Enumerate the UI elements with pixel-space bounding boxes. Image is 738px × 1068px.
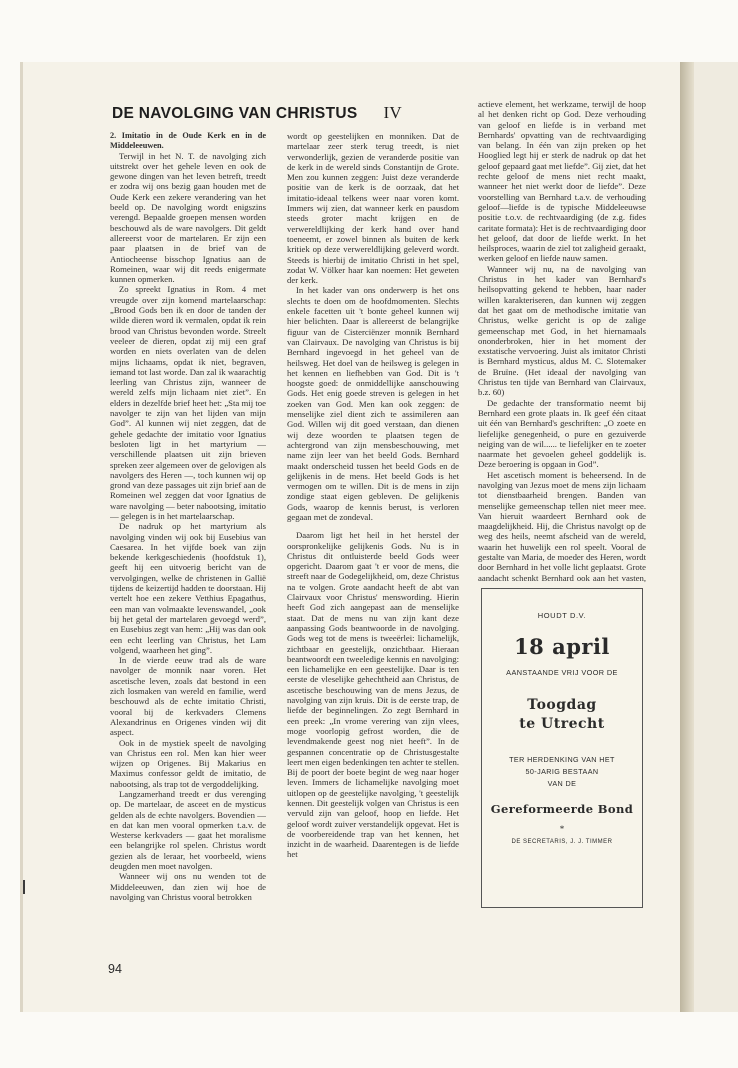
ad-line-free: AANSTAANDE VRIJ VOOR DE — [506, 668, 618, 677]
announcement-box — [481, 588, 643, 908]
ad-event: Toogdag — [527, 697, 597, 713]
ad-secretary: DE SECRETARIS, J. J. TIMMER — [511, 839, 613, 845]
column-left — [110, 131, 266, 926]
ad-date: 18 april — [514, 634, 610, 659]
paragraph: De gedachte der transformatio neemt bij Bernhard een grote plaats in. Ik geef één citaat uit één van Bernhard's geschriften: „O zoete en liefelijke genegenheid, o pure en gezuiverde neiging van de wil...... te liefelijker en te zoeter naarmate het gevoelen geheel goddelijk is. Deze beroering is opgaan in God”. — [478, 397, 646, 470]
paragraph: Langzamerhand treedt er dus verenging op. De martelaar, de asceet en de mysticus gelden als de echte navolgers. Bovendien — en dat kan men vooral opmerken t.a.v. de Westerse kerkvaders — gaat het moralisme een belangrijke rol spelen. Christus wordt gezien als de leraar, het voorbeeld, wiens deugden men moet navolgen. — [110, 789, 266, 872]
adjacent-page-edge — [694, 62, 738, 1012]
paragraph: Zo spreekt Ignatius in Rom. 4 met vreugde over zijn komend martelaarschap: „Brood Gods ben ik en door de tanden der wilde dieren word ik vermalen, opdat ik rein brood van Christus bevonden worde. Streelt veeleer de dieren, opdat zij mij een graf worden en niets overlaten van de delen mijns lichaams, opdat ik niet, begraven, iemand tot last worde. Dan zal ik waarachtig leerling van Christus zijn, wanneer de wereld zelfs mijn lichaam niet ziet”. En elders in dezelfde brief heet het: „Sta mij toe navolger te zijn van het lijden van mijn God”. Al kunnen wij niet zeggen, dat de gehele gedachte der imitatio voor Ignatius besloten ligt in het martyrium — verschillende plaatsen uit zijn brieven spreken zeer algemeen over de gelovigen als navolgers des Heren —, toch kunnen wij op grond van deze passages uit zijn brief aan de Romeinen wel zeggen dat voor Ignatius de ware navolging — beter nabootsing, imitatio — gelegen is in het martelaarschap. — [110, 284, 266, 521]
paragraph: In de vierde eeuw trad als de ware navolger de monnik naar voren. Het ascetische leven, zoals dat bestond in een zich losmaken van wereld en familie, werd beschouwd als de echte imitatio Christi, vooral bij de kerkvaders Clemens Alexandrinus en Origenes vinden wij dit aspect. — [110, 655, 266, 738]
paragraph: Ook in de mystiek speelt de navolging van Christus een rol. Men kan hier weer wijzen op Origenes. Bij Makarius en Maximus confessor geldt de imitatio, de nabootsing, als trap tot de vergoddelijking. — [110, 737, 266, 789]
ad-commemoration — [482, 754, 642, 790]
section-heading: 2. Imitatio in de Oude Kerk en in de Middeleeuwen. — [110, 131, 266, 150]
ad-location: te Utrecht — [519, 716, 605, 732]
paragraph: De nadruk op het martyrium als navolging vinden wij ook bij Eusebius van Caesarea. In het vijfde boek van zijn bekende kerkgeschiedenis (hoofdstuk 1), geeft hij een uitvoerig bericht van de vervolgingen, welke de christenen in Gallië tijdens de keizertijd hadden te doorstaan. Hij vertelt hoe een zekere Vetthius Epagathus, een man van volmaakte levenswandel, „ook bij het getal der martelaren gevoegd werd”, en Eusebius zegt van hem: „Hij was dan ook een echt leerling van Christus, het Lam volgend, waarheen het ging”. — [110, 521, 266, 655]
title-part-number: IV — [383, 103, 403, 122]
ad-commemoration-line: VAN DE — [547, 779, 577, 788]
ad-line-houdt: HOUDT D.V. — [537, 611, 587, 620]
paragraph: Terwijl in het N. T. de navolging zich uitstrekt over het gehele leven en ook de gewone dingen van het leven betreft, treedt er zodra wij ons bezig gaan houden met de Oude Kerk een zekere verandering van het beeld op. De navolging wordt enigszins verengd. Bepaalde groepen mensen worden beschouwd als de ware navolgers. Dit geldt allereerst voor de martelaren. Er zijn een paar plaatsen in de brief van de Antiocheense bisschop Ignatius aan de Romeinen, waar wij dit reeds enigermate kunnen opmerken. — [110, 150, 266, 285]
column-right — [478, 99, 646, 584]
paragraph: actieve element, het werkzame, terwijl de hoop al het denken richt op God. Deze verhouding van geloof en liefde is in verband met Bernhards' opvatting van de rechtvaardiging van belang. In één van zijn preken op het Hooglied legt hij er sterk de nadruk op dat het geloof gepaard gaat met liefde”. Gij ziet, dat het rechte geloof de mens niet recht maakt, wanneer het niet werkt door de liefde”. Deze voorstelling van Bernhard t.a.v. de verhouding geloof—liefde is de typische Middeleeuwse positie t.o.v. de rechtvaardiging (de z.g. fides caritate formata): Het is de rechtvaardiging door het geloof, dat door de liefde werkt. In het heilsproces, waarin de ziel tot zaligheid geraakt, werken geloof en liefde nauw samen. — [478, 99, 646, 264]
page-title — [112, 103, 532, 125]
paragraph: Het ascetisch moment is beheersend. In de navolging van Jezus moet de mens zijn lichaam tot dienstbaarheid brengen. Banden van menselijke gemeenschap tellen niet meer mee. Van hieruit waardeert Bernhard ook de maagdelijkheid. Hij, die Christus navolgt op de weg des heils, neemt afscheid van de wereld, waarin het huwelijk een rol speelt. Vooral de gestalte van Maria, de moeder des Heren, wordt door Bernhard in het volle licht geplaatst. Grote aandacht schenkt Bernhard ook aan het vasten, — [478, 469, 646, 583]
ad-commemoration-line: TER HERDENKING VAN HET — [509, 755, 615, 764]
ad-organization: Gereformeerde Bond — [490, 802, 634, 816]
page-number: 94 — [108, 962, 122, 976]
title-text: DE NAVOLGING VAN CHRISTUS — [112, 105, 358, 122]
paragraph: Wanneer wij nu, na de navolging van Christus in het kader van Bernhard's heilsopvatting gekend te hebben, haar nader willen karakteriseren, dan kunnen wij zeggen dat het gaat om de methodische imitatie van Christus, welke gericht is op de zalige gemeenschap met God, in het hiernamaals ononderbroken, hier in het moment der exstatische vervoering. Juist als imitator Christi is Bernhard mysticus, aldus M. C. Slotemaker de Bruïne. (Het ideaal der navolging van Christus ten tijde van Bernhard van Clairvaux, b.z. 60) — [478, 263, 646, 398]
ad-star: * — [559, 824, 565, 834]
column-middle — [287, 131, 459, 921]
margin-mark — [23, 880, 25, 894]
paragraph: In het kader van ons onderwerp is het ons slechts te doen om de hoofdmomenten. Slechts enkele facetten uit 't bonte geheel kunnen wij hier belichten. Daar is allereerst de belangrijke figuur van de Cisterciënzer monnik Bernhard van Clairvaux. De navolging van Christus is bij Bernhard ingevoegd in het geheel van de heilsweg. Het doel van de heilsweg is gelegen in het kennen en liefhebben van God. Dit is 't hoogste goed: de onmiddellijke aanschouwing Gods. Het enig goede streven is gelegen in het zoeken van God. Men kan ook zeggen: de menselijke ziel dient zich te assimileren aan God. Willen wij dit goed verstaan, dan dienen wij deze woorden te plaatsen tegen de achtergrond van zijn mensbeschouwing, met name zijn leer van het beeld Gods. Bernhard maakt onderscheid tussen het beeld Gods en de gelijkenis in de mens. Het beeld Gods is het vermogen om te willen. Dit is de mens in zijn zondige staat eigen gebleven. De gelijkenis Gods, waarop de kennis berust, is verloren gegaan met de zondeval. — [287, 285, 459, 522]
paragraph: Wanneer wij ons nu wenden tot de Middeleeuwen, dan zien wij hoe de navolging van Christus vooral betrokken — [110, 871, 266, 902]
page-gutter — [680, 62, 694, 1012]
paragraph: wordt op geestelijken en monniken. Dat de martelaar zeer sterk terug treedt, is niet verwonderlijk, gezien de veranderde positie van de kerk in de wereld sinds Constantijn de Grote. Men zou kunnen zeggen: Juist deze veranderde positie van de kerk is de oorzaak, dat het imitatio-ideaal telkens weer naar voren komt. Immers wij zien, dat wanneer kerk en pausdom steeds groter macht krijgen en de verwereldlijking der kerk hand over hand toeneemt, er zowel binnen als buiten de kerk kritiek op deze verwereldlijking geleverd wordt. Steeds is hierbij de imitatio Christi in het spel, zodat W. Völker haar kan noemen: Het geweten der kerk. — [287, 131, 459, 286]
ad-commemoration-line: 50-JARIG BESTAAN — [525, 767, 599, 776]
paragraph: Daarom ligt het heil in het herstel der oorspronkelijke gelijkenis Gods. Nu is in Christus dit ontluisterde beeld Gods weer opgericht. Daarom gaat 't er voor de mens, die streeft naar de Godegelijkheid, om, deze Christus na te volgen. Grote aandacht heeft de abt van Clairvaux voor Christus' menswording. Hierin heeft God zich aangepast aan de menselijke staat. Dat de mens nu van zijn kant deze aanpassing Gods beantwoorde in de navolging. Gods weg tot de mens is tweeërlei: lichamelijk, zichtbaar en geestelijk, onzichtbaar. Hieraan beantwoordt een tweeledige kennis en navolging: een lichamelijke en een geestelijke. Daar is ten eerste de vleselijke gehechtheid aan Christus, de ascetische beschouwing van de mens Jezus, de navolging van zijn kruis. Dit is de eerste trap, de liefde der beginnelingen. Zo zegt Bernhard in een preek: „In vrome verering van zijn vlees, moge voorlopig gefrost worden, die de levendmakende geest nog niet heeft”. In de gespannen concentratie op de Christusgestalte leert men eigen bedenkingen ten achter te stellen. Bij de poort der boete begint de weg naar hoger leven. Immers de lichamelijke navolging moet uitlopen op de geestelijke navolging, 't geestelijk kennen. Dit geestelijk volgen van Christus is een vervuld zijn van geloof, hoop en liefde. Het geloof wordt zuiver verstandelijk opgevat. Het is de voorbereidende trap van het kennen, het inzicht in de waarheid. Daarentegen is de liefde het — [287, 530, 459, 860]
